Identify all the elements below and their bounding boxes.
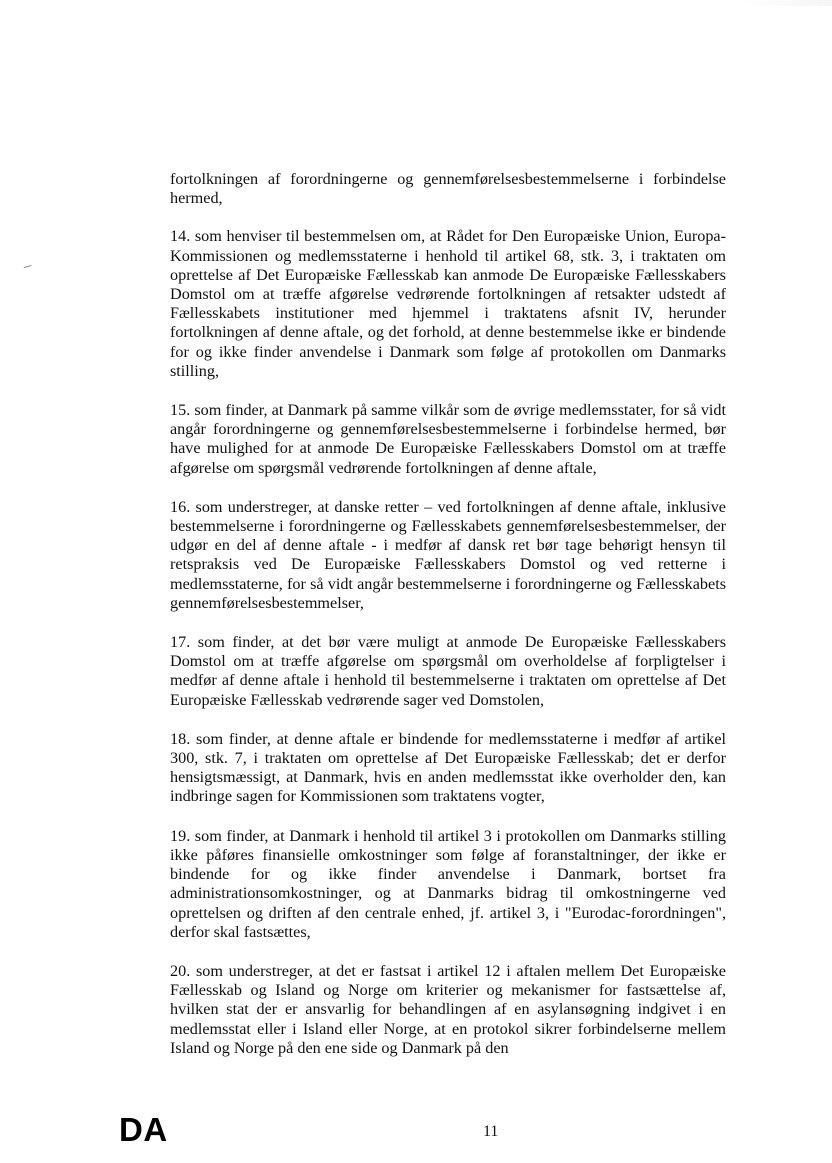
paragraph-17: 17. som finder, at det bør være muligt at anmode De Europæiske Fællesskabers Domstol om at træffe afgørelse om spørgsmål om overholdelse af forpligtelser i medfør af denne aftale i henhold til bestemmelserne i traktaten om oprettelse af Det Europæiske Fællesskab vedrørende sager ved Domstolen, bbox=[170, 633, 726, 709]
paragraph-14: 14. som henviser til bestemmelsen om, at Rådet for Den Europæiske Union, Europa-Kommissionen og medlemsstaterne i henhold til artikel 68, stk. 3, i traktaten om oprettelse af Det Europæiske Fællesskab kan anmode De Europæiske Fællesskabers Domstol om at træffe afgørelse vedrørende fortolkningen af retsakter udstedt af Fællesskabets institutioner med hjemmel i traktatens afsnit IV, herunder fortolkningen af denne aftale, og det forhold, at denne bestemmelse ikke er bindende for og ikke finder anvendelse i Danmark som følge af protokollen om Danmarks stilling, bbox=[170, 227, 726, 380]
scan-speck bbox=[24, 265, 33, 271]
paragraph-18: 18. som finder, at denne aftale er bindende for medlemsstaterne i medfør af artikel 300, stk. 7, i traktaten om oprettelse af Det Europæiske Fællesskab; det er derfor hensigtsmæssigt, at Danmark, hvis en anden medlemsstat ikke overholder den, kan indbringe sagen for Kommissionen som traktatens vogter, bbox=[170, 729, 726, 806]
page-number: 11 bbox=[483, 1123, 499, 1140]
language-code: DA bbox=[119, 1111, 168, 1148]
paragraph-15: 15. som finder, at Danmark på samme vilkår som de øvrige medlemsstater, for så vidt angår forordningerne og gennemførelsesbestemmelserne i forbindelse hermed, bør have mulighed for at anmode De Europæiske Fællesskabers Domstol om at træffe afgørelse om spørgsmål vedrørende fortolkningen af denne aftale, bbox=[170, 401, 726, 477]
paragraph-19: 19. som finder, at Danmark i henhold til artikel 3 i protokollen om Danmarks stilling ikke påføres finansielle omkostninger som følge af foranstaltninger, der ikke er bindende for og ikke finder anvendelse i Danmark, bortset fra administrationsomkostninger, og at Danmarks bidrag til omkostningerne ved oprettelsen og driften af den centrale enhed, jf. artikel 3, i "Eurodac-forordningen", derfor skal fastsættes, bbox=[170, 826, 726, 941]
paragraph-16: 16. som understreger, at danske retter – ved fortolkningen af denne aftale, inklusive bestemmelserne i forordningerne og Fællesskabets gennemførelsesbestemmelser, der udgør en del af denne aftale - i medfør af dansk ret bør tage behørigt hensyn til retspraksis ved De Europæiske Fællesskabers Domstol og ved retterne i medlemsstaterne, for så vidt angår bestemmelserne i forordningerne og Fællesskabets gennemførelsesbestemmelser, bbox=[170, 497, 726, 612]
document-body bbox=[170, 170, 726, 1078]
scan-artifact bbox=[741, 0, 832, 6]
paragraph-continuation: fortolkningen af forordningerne og gennemførelsesbestemmelserne i forbindelse hermed, bbox=[170, 170, 726, 208]
paragraph-20: 20. som understreger, at det er fastsat i artikel 12 i aftalen mellem Det Europæiske Fællesskab og Island og Norge om kriterier og mekanismer for fastsættelse af, hvilken stat der er ansvarlig for behandlingen af en asylansøgning indgivet i en medlemsstat eller i Island eller Norge, at en protokol sikrer forbindelserne mellem Island og Norge på den ene side og Danmark på den bbox=[170, 961, 726, 1057]
